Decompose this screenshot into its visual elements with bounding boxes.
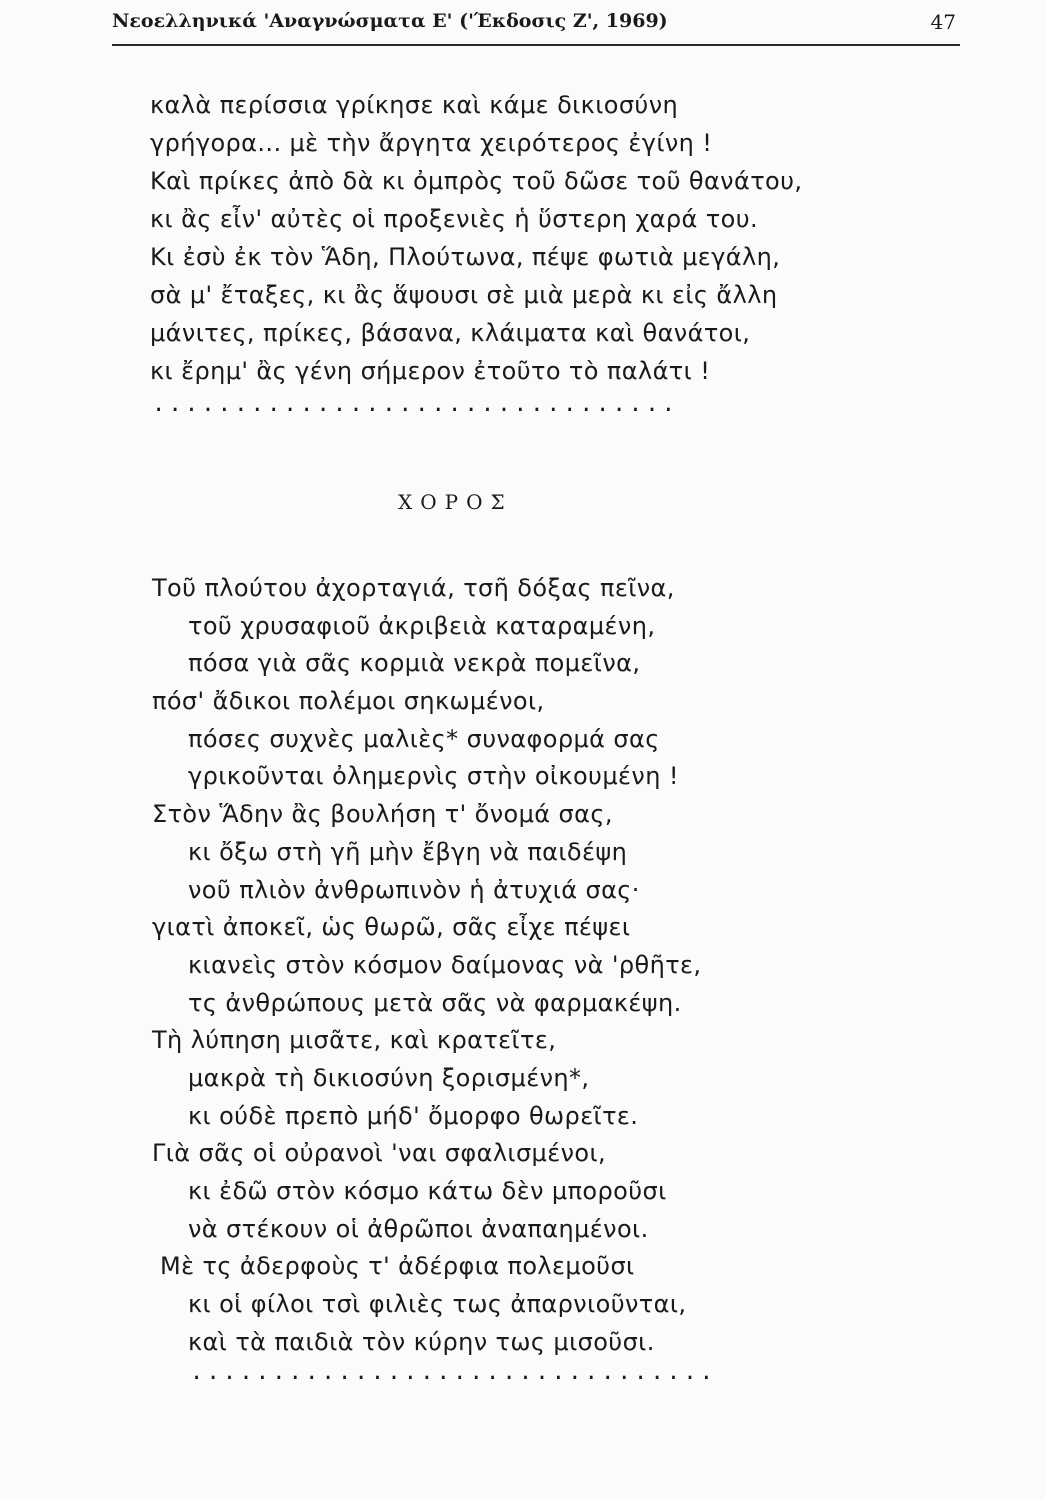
chorus-stanza xyxy=(0,570,702,1361)
verse-line: μάνιτες, πρίκες, βάσανα, κλάιματα καὶ θανάτοι, xyxy=(150,319,751,347)
verse-line: κι ἔρημ' ἂς γένη σήμερον ἐτοῦτο τὸ παλάτι ! xyxy=(150,357,711,385)
chorus-line: κιανεὶς στὸν κόσμον δαίμονας νὰ 'ρθῆτε, xyxy=(188,950,702,979)
chorus-line: νοῦ πλιὸν ἀνθρωπινὸν ἡ ἀτυχιά σας· xyxy=(188,875,640,904)
chorus-line: Τοῦ πλούτου ἀχορταγιά, τσῆ δόξας πεῖνα, xyxy=(152,574,675,602)
chorus-line: γιατὶ ἀποκεῖ, ὡς θωρῶ, σᾶς εἶχε πέψει xyxy=(152,913,631,942)
chorus-line: πόσες συχνὲς μαλιὲς* συναφορμά σας xyxy=(188,724,660,753)
chorus-line: Μὲ τς ἀδερφοὺς τ' ἀδέρφια πολεμοῦσι xyxy=(160,1252,635,1281)
chorus-line: πόσ' ἄδικοι πολέμοι σηκωμένοι, xyxy=(152,687,545,716)
verse-line: γρήγορα... μὲ τὴν ἄργητα χειρότερος ἐγίνη ! xyxy=(150,129,713,157)
chorus-line: Στὸν Ἅδην ἂς βουλήση τ' ὄνομά σας, xyxy=(152,800,613,829)
header-title: Νεοελληνικά 'Αναγνώσματα Ε' ('Έκδοσις Ζ', 1969) xyxy=(112,10,668,32)
chorus-line: πόσα γιὰ σᾶς κορμιὰ νεκρὰ πομεῖνα, xyxy=(188,649,641,678)
section-heading: ΧΟΡΟΣ xyxy=(398,490,513,514)
verse-line: σὰ μ' ἔταξες, κι ἂς ἅψουσι σὲ μιὰ μερὰ κι εἰς ἄλλη xyxy=(150,281,778,309)
verse-line: Κι ἐσὺ ἐκ τὸν Ἅδη, Πλούτωνα, πέψε φωτιὰ μεγάλη, xyxy=(150,243,781,271)
header-rule xyxy=(112,44,960,46)
running-header xyxy=(112,10,960,40)
page-number: 47 xyxy=(930,10,956,34)
chorus-line: τοῦ χρυσαφιοῦ ἀκριβειὰ καταραμένη, xyxy=(188,611,656,640)
chorus-line: κι ἐδῶ στὸν κόσμο κάτω δὲν μποροῦσι xyxy=(188,1177,667,1205)
chorus-line: καὶ τὰ παιδιὰ τὸν κύρην τως μισοῦσι. xyxy=(188,1327,655,1356)
verse-top-stanza xyxy=(0,86,803,390)
chorus-line: κι οἱ φίλοι τσὶ φιλιὲς τως ἀπαρνιοῦνται, xyxy=(188,1290,687,1319)
ellipsis-separator: ................................ xyxy=(190,1360,717,1385)
verse-line: Καὶ πρίκες ἀπὸ δὰ κι ὀμπρὸς τοῦ δῶσε τοῦ θανάτου, xyxy=(150,167,803,195)
verse-line: καλὰ περίσσια γρίκησε καὶ κάμε δικιοσύνη xyxy=(150,91,679,119)
chorus-line: Τὴ λύπηση μισᾶτε, καὶ κρατεῖτε, xyxy=(152,1026,557,1055)
chorus-line: γρικοῦνται ὀλημερνὶς στὴν οἰκουμένη ! xyxy=(188,762,679,791)
chorus-line: νὰ στέκουν οἱ ἀθρῶποι ἀναπαημένοι. xyxy=(188,1214,649,1243)
chorus-line: τς ἀνθρώπους μετὰ σᾶς νὰ φαρμακέψη. xyxy=(188,988,682,1017)
verse-line: κι ἂς εἶν' αὐτὲς οἱ προξενιὲς ἡ ὕστερη χαρά του. xyxy=(150,205,759,233)
ellipsis-separator: ................................ xyxy=(152,392,679,417)
chorus-line: κι ὄξω στὴ γῆ μὴν ἔβγη νὰ παιδέψη xyxy=(188,837,628,866)
chorus-line: μακρὰ τὴ δικιοσύνη ξορισμένη*, xyxy=(188,1063,590,1092)
chorus-line: Γιὰ σᾶς οἱ οὐρανοὶ 'ναι σφαλισμένοι, xyxy=(152,1139,607,1168)
chorus-line: κι ούδὲ πρεπὸ μήδ' ὄμορφο θωρεῖτε. xyxy=(188,1101,639,1130)
